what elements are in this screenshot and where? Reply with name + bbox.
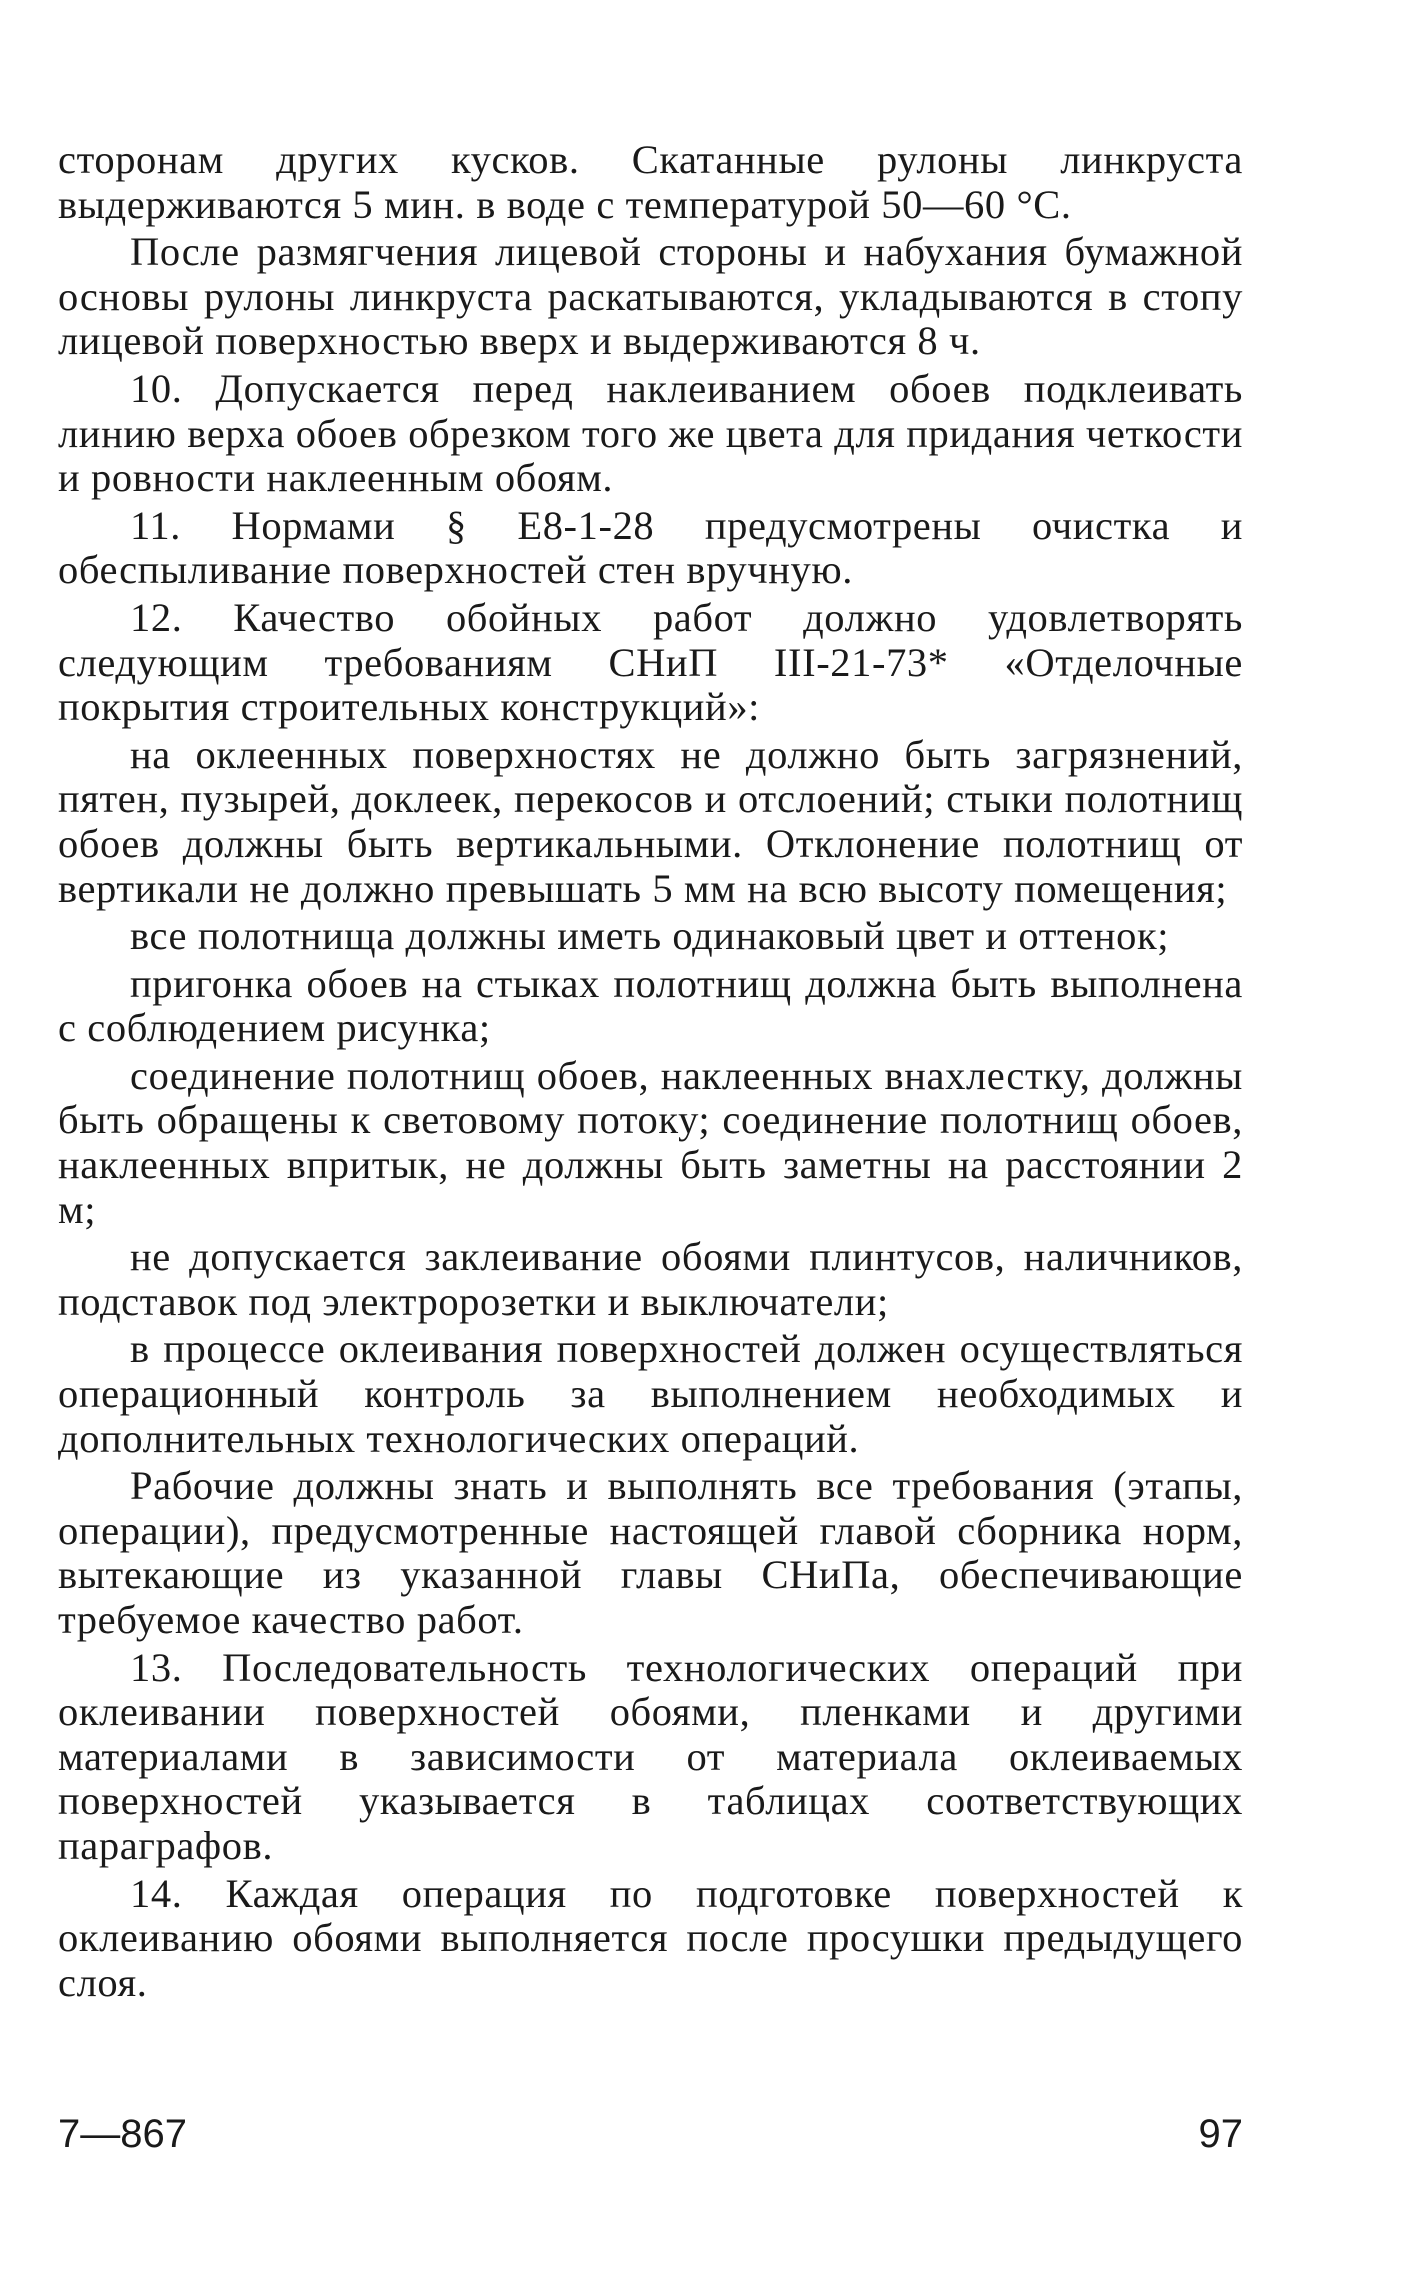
page-body <box>58 138 1243 2008</box>
paragraph-item-11: 11. Нормами § Е8-1-28 предусмотрены очистка и обеспыливание поверхностей стен вручную. <box>58 502 1243 593</box>
page-footer <box>58 2110 1243 2158</box>
paragraph-item-13: 13. Последовательность технологических операций при оклеивании поверхностей обоями, пленками и другими материалами в зависимости от материала оклеиваемых поверхностей указывается в таблицах соответствующих параграфов. <box>58 1644 1243 1868</box>
page-number: 97 <box>1198 2112 1243 2156</box>
requirement-pattern-match: пригонка обоев на стыках полотнищ должна быть выполнена с соблюдением рисунка; <box>58 960 1243 1051</box>
paragraph-item-10: 10. Допускается перед наклеиванием обоев подклеивать линию верха обоев обрезком того же цвета для придания четкости и ровности наклеенным обоям. <box>58 365 1243 501</box>
printer-signature: 7—867 <box>58 2112 187 2156</box>
requirement-no-covering-trim: не допускается заклеивание обоями плинтусов, наличников, подставок под электророзетки и выключатели; <box>58 1234 1243 1324</box>
requirement-operational-control: в процессе оклеивания поверхностей должен осуществляться операционный контроль за выполнением необходимых и дополнительных технологических операций. <box>58 1326 1243 1461</box>
requirement-same-color: все полотнища должны иметь одинаковый цвет и оттенок; <box>130 913 1170 959</box>
paragraph-linkrust-rolling: После размягчения лицевой стороны и набухания бумажной основы рулоны линкруста раскатываются, укладываются в стопу лицевой поверхностью вверх и выдерживаются 8 ч. <box>58 229 1243 364</box>
paragraph-item-14: 14. Каждая операция по подготовке поверхностей к оклеиванию обоями выполняется после просушки предыдущего слоя. <box>58 1870 1243 2005</box>
paragraph-continuation: сторонам других кусков. Скатанные рулоны линкруста выдерживаются 5 мин. в воде с температурой 50—60 °С. <box>58 137 1243 227</box>
requirement-seams: соединение полотнищ обоев, наклеенных внахлестку, должны быть обращены к световому потоку; соединение полотнищ обоев, наклеенных впритык, не должны быть заметны на расстоянии 2 м; <box>58 1052 1243 1232</box>
paragraph-item-12: 12. Качество обойных работ должно удовлетворять следующим требованиям СНиП III-21-73* «Отделочные покрытия строительных конструкций»: <box>58 594 1243 730</box>
requirement-no-defects: на оклеенных поверхностях не должно быть загрязнений, пятен, пузырей, доклеек, перекосов и отслоений; стыки полотнищ обоев должны быть вертикальными. Отклонение полотнищ от вертикали не должно превышать 5 мм на всю высоту помещения; <box>58 731 1243 911</box>
paragraph-workers-requirements: Рабочие должны знать и выполнять все требования (этапы, операции), предусмотренные настоящей главой сборника норм, вытекающие из указанной главы СНиПа, обеспечивающие требуемое качество работ. <box>58 1463 1243 1642</box>
